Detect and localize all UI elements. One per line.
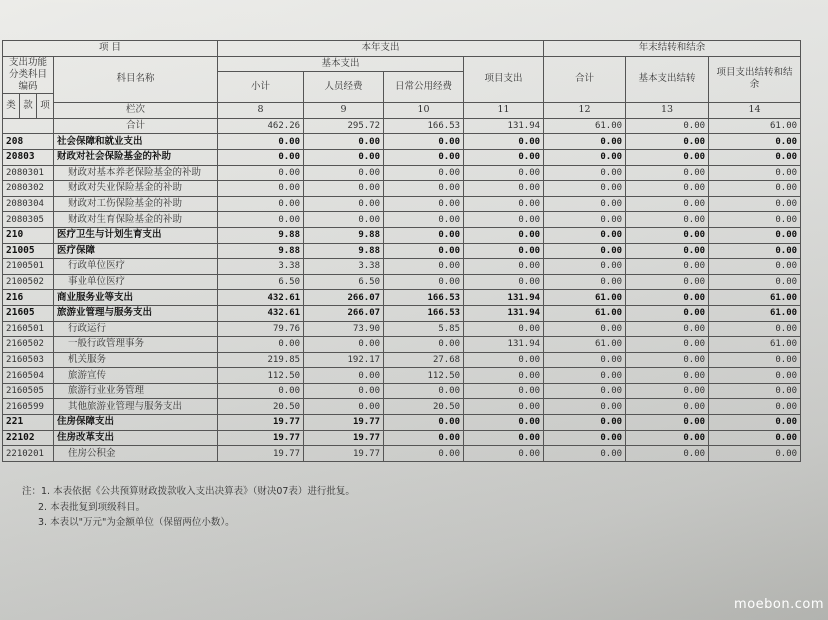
row-code: 2160504: [3, 368, 54, 384]
row-value: 0.00: [626, 196, 709, 212]
table-row: [3, 352, 801, 368]
row-code: 2160505: [3, 383, 54, 399]
row-code: 210: [3, 227, 54, 243]
column-number: 13: [626, 103, 709, 119]
row-value: 0.00: [384, 243, 464, 259]
row-code: 21605: [3, 305, 54, 321]
row-code: 2160502: [3, 337, 54, 353]
row-value: 27.68: [384, 352, 464, 368]
row-value: 0.00: [709, 415, 801, 431]
row-value: 0.00: [464, 352, 544, 368]
row-value: 0.00: [626, 274, 709, 290]
header-current-year-expense: 本年支出: [218, 41, 544, 57]
row-value: 266.07: [304, 290, 384, 306]
row-subject-name: 医疗保障: [54, 243, 218, 259]
header-total: 合计: [544, 56, 626, 103]
header-xiang: 项: [37, 93, 54, 118]
row-value: 0.00: [709, 368, 801, 384]
table-row: [3, 212, 801, 228]
row-value: 0.00: [626, 290, 709, 306]
row-value: 0.00: [384, 274, 464, 290]
row-subject-name: 行政运行: [54, 321, 218, 337]
header-lei: 类: [3, 93, 20, 118]
row-value: 0.00: [464, 368, 544, 384]
column-number: 11: [464, 103, 544, 119]
header-project-expense: 项目支出: [464, 56, 544, 103]
row-value: 0.00: [218, 196, 304, 212]
row-value: 0.00: [464, 165, 544, 181]
row-value: 61.00: [709, 290, 801, 306]
row-value: 0.00: [464, 399, 544, 415]
row-value: 0.00: [304, 149, 384, 165]
total-value: 295.72: [304, 118, 384, 134]
row-value: 0.00: [709, 165, 801, 181]
table-row: [3, 227, 801, 243]
row-value: 19.77: [218, 415, 304, 431]
table-row: [3, 399, 801, 415]
row-value: 0.00: [626, 415, 709, 431]
table-row: [3, 368, 801, 384]
row-value: 131.94: [464, 337, 544, 353]
row-subject-name: 其他旅游业管理与服务支出: [54, 399, 218, 415]
row-subject-name: 旅游业管理与服务支出: [54, 305, 218, 321]
row-value: 0.00: [464, 149, 544, 165]
row-code: 2100502: [3, 274, 54, 290]
row-value: 0.00: [304, 212, 384, 228]
row-value: 20.50: [218, 399, 304, 415]
header-daily-public: 日常公用经费: [384, 72, 464, 103]
row-value: 19.77: [304, 415, 384, 431]
row-value: 0.00: [709, 321, 801, 337]
row-value: 0.00: [626, 259, 709, 275]
row-value: 0.00: [709, 227, 801, 243]
total-label: 合计: [54, 118, 218, 134]
row-value: 0.00: [626, 243, 709, 259]
row-value: 432.61: [218, 305, 304, 321]
row-value: 0.00: [464, 321, 544, 337]
row-code: 2160599: [3, 399, 54, 415]
row-value: 166.53: [384, 290, 464, 306]
row-value: 0.00: [304, 196, 384, 212]
row-value: 0.00: [384, 196, 464, 212]
row-code: 2080305: [3, 212, 54, 228]
table-row: [3, 415, 801, 431]
row-subject-name: 财政对基本养老保险基金的补助: [54, 165, 218, 181]
table-row: [3, 337, 801, 353]
table-row: [3, 446, 801, 462]
table-row: [3, 430, 801, 446]
row-value: 0.00: [544, 446, 626, 462]
row-subject-name: 财政对失业保险基金的补助: [54, 181, 218, 197]
row-value: 0.00: [544, 165, 626, 181]
row-value: 112.50: [218, 368, 304, 384]
row-value: 0.00: [544, 196, 626, 212]
header-func-code: 支出功能分类科目编码: [3, 56, 54, 93]
row-value: 0.00: [384, 259, 464, 275]
row-value: 0.00: [304, 368, 384, 384]
row-value: 0.00: [709, 430, 801, 446]
row-subject-name: 社会保障和就业支出: [54, 134, 218, 150]
row-value: 0.00: [544, 259, 626, 275]
row-value: 0.00: [384, 383, 464, 399]
row-value: 0.00: [464, 446, 544, 462]
row-subject-name: 住房保障支出: [54, 415, 218, 431]
row-value: 0.00: [626, 165, 709, 181]
row-value: 0.00: [304, 399, 384, 415]
row-value: 0.00: [544, 227, 626, 243]
row-value: 61.00: [709, 305, 801, 321]
row-value: 0.00: [544, 181, 626, 197]
row-value: 0.00: [304, 134, 384, 150]
table-row: [3, 383, 801, 399]
row-value: 0.00: [626, 368, 709, 384]
row-value: 0.00: [709, 399, 801, 415]
row-value: 9.88: [304, 243, 384, 259]
row-value: 0.00: [709, 149, 801, 165]
row-value: 0.00: [709, 134, 801, 150]
row-code: 2080304: [3, 196, 54, 212]
row-value: 219.85: [218, 352, 304, 368]
footnote-line: 3. 本表以"万元"为金额单位（保留两位小数）。: [38, 517, 235, 528]
row-value: 0.00: [464, 383, 544, 399]
row-value: 61.00: [544, 305, 626, 321]
row-value: 0.00: [709, 446, 801, 462]
row-value: 0.00: [464, 274, 544, 290]
row-code: 22102: [3, 430, 54, 446]
table-row: [3, 134, 801, 150]
row-value: 0.00: [626, 321, 709, 337]
table-row: [3, 243, 801, 259]
row-code: 2100501: [3, 259, 54, 275]
row-value: 0.00: [218, 383, 304, 399]
column-number: 10: [384, 103, 464, 119]
row-code: 2160501: [3, 321, 54, 337]
row-value: 0.00: [464, 181, 544, 197]
header-personnel: 人员经费: [304, 72, 384, 103]
column-number: 9: [304, 103, 384, 119]
row-value: 61.00: [709, 337, 801, 353]
table-row: [3, 181, 801, 197]
row-value: 0.00: [384, 337, 464, 353]
row-subject-name: 财政对社会保险基金的补助: [54, 149, 218, 165]
row-value: 0.00: [218, 337, 304, 353]
header-subtotal: 小计: [218, 72, 304, 103]
total-value: 166.53: [384, 118, 464, 134]
row-value: 0.00: [626, 149, 709, 165]
column-number: 14: [709, 103, 801, 119]
row-value: 0.00: [218, 134, 304, 150]
row-value: 20.50: [384, 399, 464, 415]
header-column-order: 栏次: [54, 103, 218, 119]
row-value: 0.00: [544, 368, 626, 384]
row-value: 0.00: [384, 415, 464, 431]
row-value: 0.00: [544, 352, 626, 368]
table-row: [3, 196, 801, 212]
row-code: 20803: [3, 149, 54, 165]
row-subject-name: 旅游行业业务管理: [54, 383, 218, 399]
row-value: 0.00: [544, 321, 626, 337]
row-code: 208: [3, 134, 54, 150]
row-subject-name: 财政对生育保险基金的补助: [54, 212, 218, 228]
row-value: 19.77: [218, 430, 304, 446]
row-value: 0.00: [709, 259, 801, 275]
row-value: 61.00: [544, 290, 626, 306]
row-value: 432.61: [218, 290, 304, 306]
row-value: 79.76: [218, 321, 304, 337]
header-year-end-balance: 年末结转和结余: [544, 41, 801, 57]
watermark: moebon.com: [734, 597, 824, 612]
row-value: 9.88: [304, 227, 384, 243]
row-value: 0.00: [464, 430, 544, 446]
row-value: 0.00: [626, 399, 709, 415]
footnote-line: 2. 本表批复到项级科目。: [38, 501, 146, 513]
row-value: 0.00: [304, 383, 384, 399]
row-value: 0.00: [464, 134, 544, 150]
total-code-cell: [3, 118, 54, 134]
row-value: 0.00: [464, 415, 544, 431]
row-value: 0.00: [626, 134, 709, 150]
row-value: 0.00: [218, 165, 304, 181]
row-code: 221: [3, 415, 54, 431]
row-value: 0.00: [218, 181, 304, 197]
row-subject-name: 医疗卫生与计划生育支出: [54, 227, 218, 243]
row-value: 0.00: [464, 212, 544, 228]
row-value: 0.00: [304, 165, 384, 181]
row-value: 0.00: [384, 430, 464, 446]
row-value: 9.88: [218, 227, 304, 243]
row-value: 0.00: [304, 337, 384, 353]
row-value: 0.00: [464, 259, 544, 275]
total-value: 61.00: [544, 118, 626, 134]
header-item: 项 目: [3, 41, 218, 57]
table-row: [3, 290, 801, 306]
row-value: 3.38: [218, 259, 304, 275]
row-value: 0.00: [544, 399, 626, 415]
row-value: 0.00: [626, 383, 709, 399]
total-value: 462.26: [218, 118, 304, 134]
row-code: 2080301: [3, 165, 54, 181]
row-value: 131.94: [464, 290, 544, 306]
footnotes: [22, 484, 355, 531]
row-value: 0.00: [384, 165, 464, 181]
row-value: 131.94: [464, 305, 544, 321]
row-value: 0.00: [709, 352, 801, 368]
row-value: 0.00: [709, 274, 801, 290]
row-value: 5.85: [384, 321, 464, 337]
row-value: 0.00: [544, 243, 626, 259]
row-subject-name: 旅游宣传: [54, 368, 218, 384]
table-row: [3, 259, 801, 275]
total-value: 61.00: [709, 118, 801, 134]
row-value: 0.00: [709, 383, 801, 399]
column-number: 12: [544, 103, 626, 119]
row-value: 266.07: [304, 305, 384, 321]
row-subject-name: 财政对工伤保险基金的补助: [54, 196, 218, 212]
header-basic-expense: 基本支出: [218, 56, 464, 72]
footnote-line: 注：1. 本表依据《公共预算财政拨款收入支出决算表》（财决07表）进行批复。: [22, 486, 355, 497]
row-subject-name: 行政单位医疗: [54, 259, 218, 275]
header-kuan: 款: [20, 93, 37, 118]
header-project-carry: 项目支出结转和结余: [709, 56, 801, 103]
table-row: [3, 321, 801, 337]
row-value: 0.00: [384, 149, 464, 165]
row-value: 0.00: [544, 212, 626, 228]
table-row: [3, 149, 801, 165]
row-value: 0.00: [544, 274, 626, 290]
row-value: 112.50: [384, 368, 464, 384]
row-code: 2160503: [3, 352, 54, 368]
row-value: 19.77: [304, 446, 384, 462]
row-value: 61.00: [544, 337, 626, 353]
row-subject-name: 机关服务: [54, 352, 218, 368]
row-value: 0.00: [709, 181, 801, 197]
row-subject-name: 事业单位医疗: [54, 274, 218, 290]
row-value: 0.00: [544, 134, 626, 150]
row-value: 0.00: [304, 181, 384, 197]
row-value: 0.00: [709, 196, 801, 212]
row-value: 0.00: [626, 430, 709, 446]
row-value: 0.00: [544, 149, 626, 165]
table-row: [3, 165, 801, 181]
row-value: 0.00: [626, 337, 709, 353]
row-value: 0.00: [384, 227, 464, 243]
table-row: [3, 274, 801, 290]
expenditure-table: [2, 40, 801, 462]
row-value: 0.00: [384, 212, 464, 228]
row-value: 0.00: [384, 134, 464, 150]
row-value: 0.00: [464, 243, 544, 259]
row-value: 0.00: [626, 446, 709, 462]
row-value: 73.90: [304, 321, 384, 337]
table-row: [3, 305, 801, 321]
row-value: 0.00: [626, 305, 709, 321]
row-value: 3.38: [304, 259, 384, 275]
header-basic-carry: 基本支出结转: [626, 56, 709, 103]
row-subject-name: 一般行政管理事务: [54, 337, 218, 353]
row-value: 0.00: [384, 446, 464, 462]
row-value: 19.77: [304, 430, 384, 446]
row-value: 0.00: [544, 430, 626, 446]
row-code: 216: [3, 290, 54, 306]
total-value: 0.00: [626, 118, 709, 134]
row-value: 166.53: [384, 305, 464, 321]
row-value: 6.50: [218, 274, 304, 290]
row-value: 0.00: [626, 227, 709, 243]
row-value: 6.50: [304, 274, 384, 290]
row-value: 19.77: [218, 446, 304, 462]
row-value: 9.88: [218, 243, 304, 259]
row-value: 192.17: [304, 352, 384, 368]
row-code: 2080302: [3, 181, 54, 197]
row-value: 0.00: [544, 383, 626, 399]
total-value: 131.94: [464, 118, 544, 134]
row-value: 0.00: [709, 212, 801, 228]
row-value: 0.00: [218, 212, 304, 228]
row-value: 0.00: [626, 352, 709, 368]
row-subject-name: 住房改革支出: [54, 430, 218, 446]
row-code: 2210201: [3, 446, 54, 462]
row-value: 0.00: [384, 181, 464, 197]
row-value: 0.00: [709, 243, 801, 259]
row-value: 0.00: [544, 415, 626, 431]
row-value: 0.00: [464, 227, 544, 243]
row-code: 21005: [3, 243, 54, 259]
row-subject-name: 住房公积金: [54, 446, 218, 462]
row-subject-name: 商业服务业等支出: [54, 290, 218, 306]
row-value: 0.00: [218, 149, 304, 165]
row-value: 0.00: [464, 196, 544, 212]
column-number: 8: [218, 103, 304, 119]
row-value: 0.00: [626, 181, 709, 197]
row-value: 0.00: [626, 212, 709, 228]
header-subject-name: 科目名称: [54, 56, 218, 103]
